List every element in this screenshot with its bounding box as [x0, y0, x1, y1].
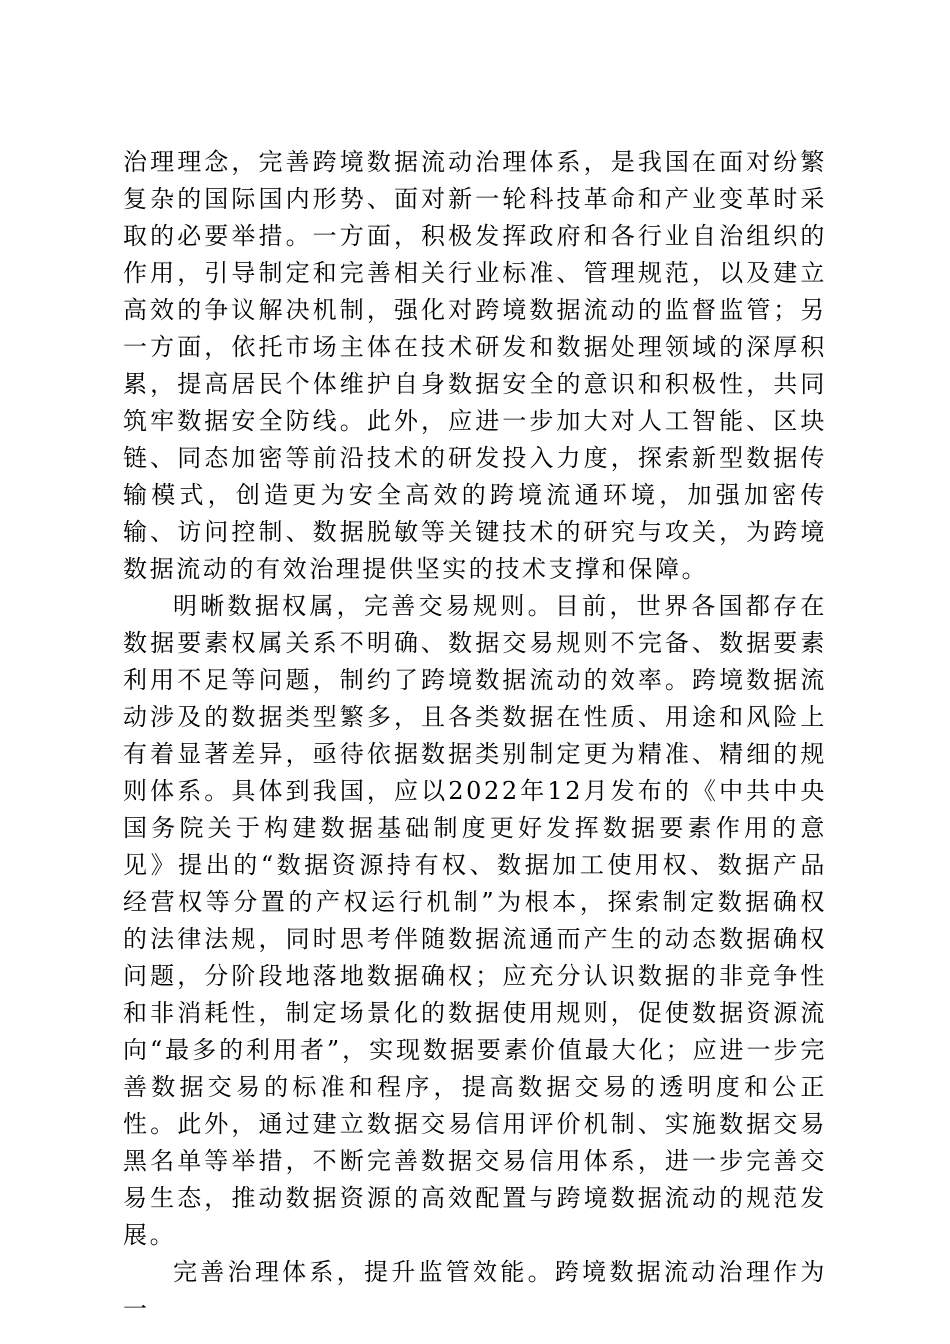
paragraph-governance-concept: 治理理念，完善跨境数据流动治理体系，是我国在面对纷繁复杂的国际国内形势、面对新一轮科技革命和产业变革时采取的必要举措。一方面，积极发挥政府和各行业自治组织的作用，引导制定和完善相关行业标准、管理规范，以及建立高效的争议解决机制，强化对跨境数据流动的监督监管；另一方面，依托市场主体在技术研发和数据处理领域的深厚积累，提高居民个体维护自身数据安全的意识和积极性，共同筑牢数据安全防线。此外，应进一步加大对人工智能、区块链、同态加密等前沿技术的研发投入力度，探索新型数据传输模式，创造更为安全高效的跨境流通环境，加强加密传输、访问控制、数据脱敏等关键技术的研究与攻关，为跨境数据流动的有效治理提供坚实的技术支撑和保障。	[123, 148, 827, 583]
document-page	[123, 144, 827, 1328]
paragraph-data-ownership: 明晰数据权属，完善交易规则。目前，世界各国都存在数据要素权属关系不明确、数据交易规则不完备、数据要素利用不足等问题，制约了跨境数据流动的效率。跨境数据流动涉及的数据类型繁多，且各类数据在性质、用途和风险上有着显著差异，亟待依据数据类别制定更为精准、精细的规则体系。具体到我国，应以2022年12月发布的《中共中央国务院关于构建数据基础制度更好发挥数据要素作用的意见》提出的“数据资源持有权、数据加工使用权、数据产品经营权等分置的产权运行机制”为根本，探索制定数据确权的法律法规，同时思考伴随数据流通而产生的动态数据确权问题，分阶段地落地数据确权；应充分认识数据的非竞争性和非消耗性，制定场景化的数据使用规则，促使数据资源流向“最多的利用者”，实现数据要素价值最大化；应进一步完善数据交易的标准和程序，提高数据交易的透明度和公正性。此外，通过建立数据交易信用评价机制、实施数据交易黑名单等举措，不断完善数据交易信用体系，进一步完善交易生态，推动数据资源的高效配置与跨境数据流动的规范发展。	[123, 592, 827, 1249]
paragraph-governance-system: 完善治理体系，提升监管效能。跨境数据流动治理作为一	[123, 1258, 827, 1323]
